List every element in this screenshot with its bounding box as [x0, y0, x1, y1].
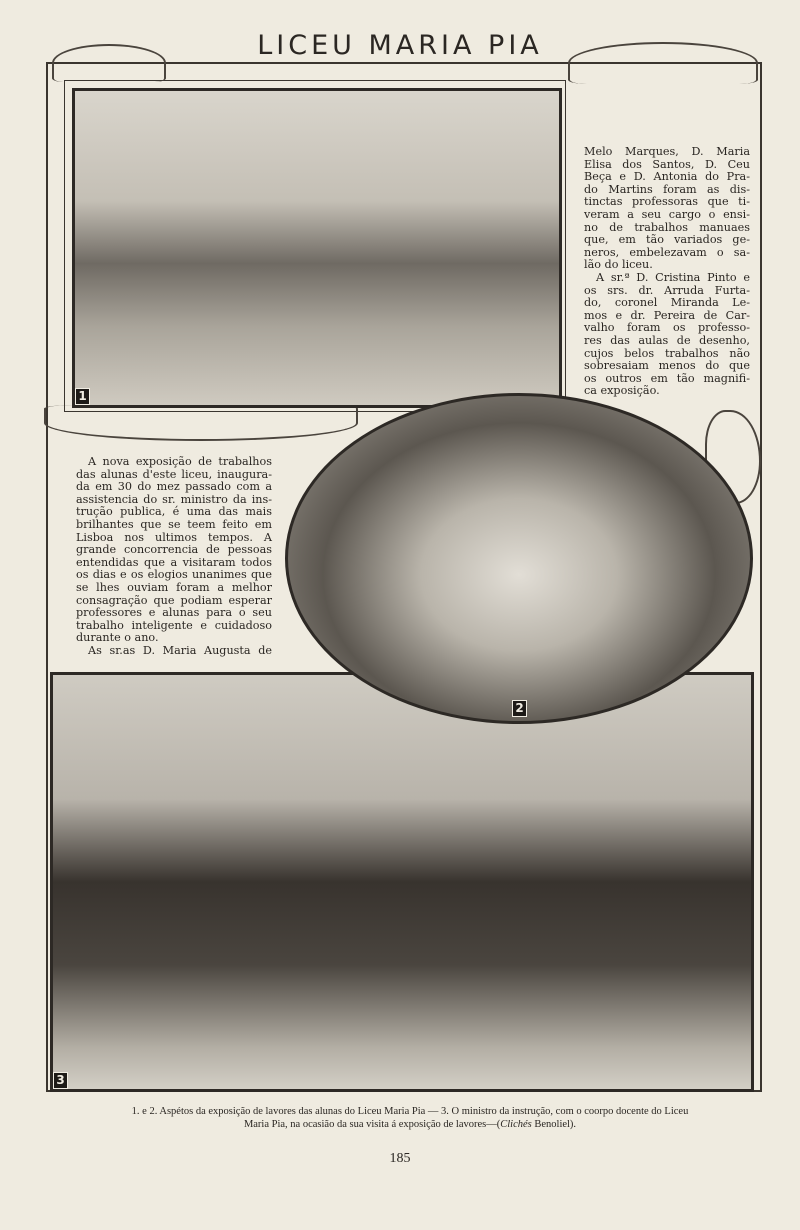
- photo-number: 3: [53, 1072, 68, 1089]
- text-line: durante o ano.: [76, 631, 159, 645]
- text-line: valho foram os professo-: [584, 321, 750, 335]
- text-line: das alunas d'este liceu, inaugura-: [76, 467, 272, 481]
- text-line: Beça e D. Antonia do Pra-: [584, 170, 750, 184]
- text-line: Elisa dos Santos, D. Ceu: [584, 157, 750, 171]
- ornament-middle-left: [44, 405, 358, 441]
- right-text-column: [584, 146, 750, 398]
- text-line: do Martins foram as dis-: [584, 182, 750, 196]
- page-title: LICEU MARIA PIA: [257, 30, 543, 61]
- photo-number: 2: [512, 700, 527, 717]
- text-line: do, coronel Miranda Le-: [584, 296, 750, 310]
- text-line: cujos belos trabalhos não: [584, 346, 750, 360]
- text-line: A sr.ª D. Cristina Pinto e: [596, 270, 750, 284]
- photo-exhibition-tables-oval: [285, 393, 753, 724]
- caption-line-1: 1. e 2. Aspétos da exposição de lavores das alunas do Liceu Maria Pia — 3. O ministro da instrução, com o coorpo docente do Liceu: [131, 1106, 689, 1117]
- photo-exhibition-room: [72, 88, 562, 408]
- text-line: brilhantes que se teem feito em: [76, 517, 272, 531]
- text-line: grande concorrencia de pessoas: [76, 543, 272, 557]
- left-text-column: [76, 456, 272, 658]
- text-line: lão do liceu.: [584, 258, 653, 272]
- photo-number: 1: [75, 388, 90, 405]
- text-line: res das aulas de desenho,: [584, 333, 750, 347]
- ornament-top-left: [52, 44, 166, 82]
- text-line: Melo Marques, D. Maria: [584, 145, 750, 158]
- text-line: professores e alunas para o seu: [76, 606, 272, 620]
- page-number: 185: [389, 1151, 411, 1166]
- photo-group-portrait: [50, 672, 754, 1092]
- text-line: se lhes ouviam foram a melhor: [76, 580, 272, 594]
- text-line: os dias e os elogios unanimes que: [76, 568, 272, 582]
- text-line: tinctas professoras que ti-: [584, 195, 750, 209]
- text-line: ca exposição.: [584, 384, 660, 398]
- photo-caption: [40, 1106, 780, 1131]
- text-line: Lisboa nos ultimos tempos. A: [76, 530, 272, 544]
- text-line: assistencia do sr. ministro da ins-: [76, 492, 272, 506]
- text-line: consagração que podiam esperar: [76, 593, 272, 607]
- text-line: trução publica, é uma das mais: [76, 505, 272, 519]
- ornament-top-right: [568, 42, 758, 84]
- text-line: A nova exposição de trabalhos: [88, 455, 272, 468]
- text-line: neros, embelezavam o sa-: [584, 245, 750, 259]
- text-line: da em 30 do mez passado com a: [76, 480, 272, 494]
- text-line: trabalho inteligente e cuidadoso: [76, 618, 272, 632]
- text-line: que, em tão variados ge-: [584, 233, 750, 247]
- caption-line-2: [40, 1119, 780, 1132]
- text-line: veram a seu cargo o ensi-: [584, 207, 750, 221]
- text-line: entendidas que a visitaram todos: [76, 555, 272, 569]
- text-line: sobresaiam menos do que: [584, 359, 750, 373]
- text-line: no de trabalhos manuaes: [584, 220, 750, 234]
- text-line: os outros em tão magnifi-: [584, 371, 750, 385]
- caption-text: Maria Pia, na ocasião da sua visita á exposição de lavores—(: [243, 1118, 501, 1130]
- text-line: As sr.as D. Maria Augusta de: [88, 643, 272, 657]
- text-line: mos e dr. Pereira de Car-: [584, 308, 750, 322]
- caption-credit-italic: Clichés: [500, 1118, 532, 1130]
- text-line: os srs. dr. Arruda Furta-: [584, 283, 750, 297]
- caption-credit: Benoliel).: [531, 1118, 577, 1130]
